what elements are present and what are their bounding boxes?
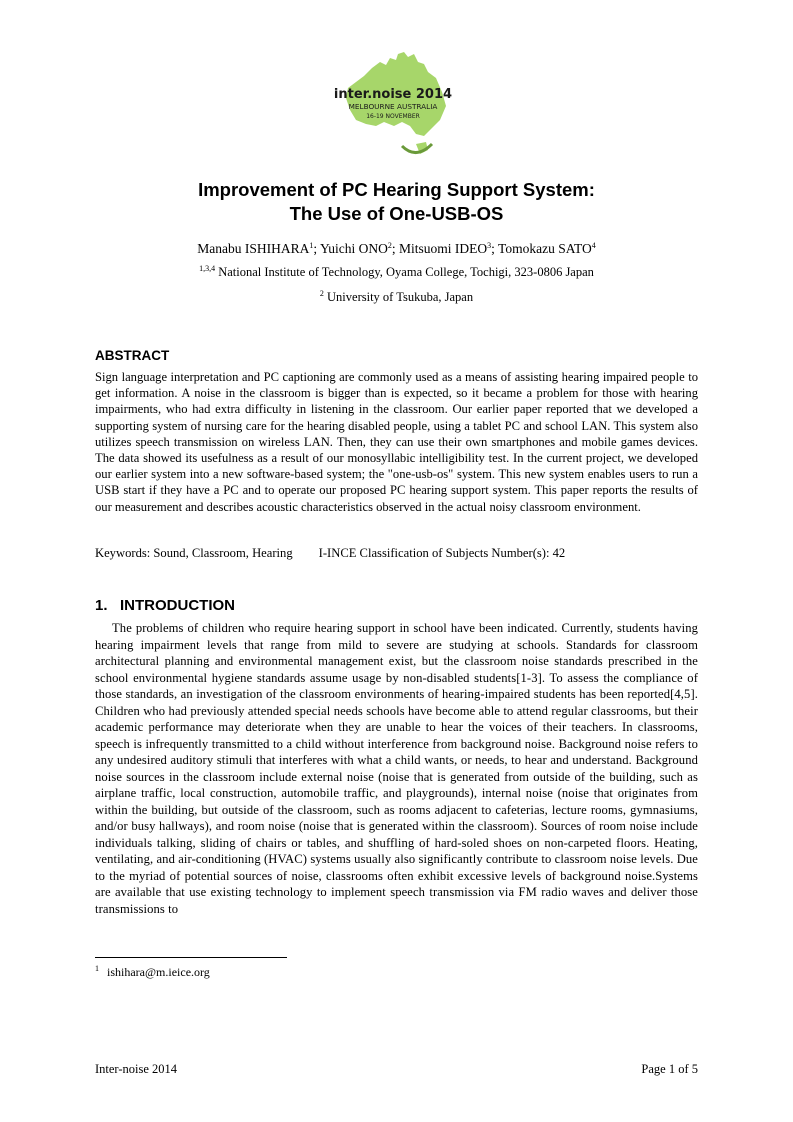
author-name: Manabu ISHIHARA xyxy=(197,241,310,256)
author-separator: ; xyxy=(491,241,499,256)
affiliation-text: National Institute of Technology, Oyama College, Tochigi, 323-0806 Japan xyxy=(215,265,594,279)
abstract-heading: ABSTRACT xyxy=(95,348,170,363)
introduction-heading: 1. INTRODUCTION xyxy=(95,597,236,614)
classification-text: I-INCE Classification of Subjects Number(s): 42 xyxy=(318,546,566,560)
keywords-line xyxy=(95,545,698,561)
footer-conference: Inter-noise 2014 xyxy=(95,1062,178,1076)
footnote-mark: 1 xyxy=(95,964,99,973)
footnote-divider xyxy=(95,957,287,958)
footer-page-number: Page 1 of 5 xyxy=(641,1062,698,1076)
author-affiliation-mark: 3 xyxy=(487,241,492,250)
keywords-text: Keywords: Sound, Classroom, Hearing xyxy=(95,546,293,560)
affiliation-mark: 2 xyxy=(319,289,324,298)
author-affiliation-mark: 4 xyxy=(591,241,596,250)
affiliation-1 xyxy=(96,264,697,280)
author-separator: ; xyxy=(391,241,400,256)
footnote-email[interactable]: ishihara@m.ieice.org xyxy=(107,965,210,979)
author-name: Tomokazu SATO xyxy=(498,241,592,256)
abstract-text: Sign language interpretation and PC captioning are commonly used as a means of assisting hearing impaired people to get information. A noise in the classroom is bigger than is expected, so it became a problem for those with hearing impairments, who had extra difficulty in listening in the classroom. Our earlier paper reported that we developed a supporting system of nursing care for the hearing disabled people, using a tablet PC and school LAN. This system also utilizes speech transmission on wireless LAN. Then, they can use their own smartphones and mobile games devices. The data showed its usefulness as a result of our monosyllabic intelligibility test. In the current project, we developed our earlier system into a new software-based system; the "one-usb-os" system. This new system enables users to run a USB start if they have a PC and to operate our proposed PC hearing support system. This paper reports the results of our measurement and describes acoustic characteristics observed in the actual noisy classroom environment. xyxy=(95,370,698,514)
logo-dates: 16-19 NOVEMBER xyxy=(366,113,420,120)
author-affiliation-mark: 2 xyxy=(387,241,392,250)
introduction-text: The problems of children who require hearing support in school have been indicated. Currently, students having hearing impairment levels that range from mild to severe are studying at schools. Standards for classroom architectural planning and environmental management exist, but the classroom noise standards prescribed in the school environmental hygiene standards assume usage by non-disabled students[1-3]. To assess the compliance of those standards, an investigation of the classroom environments of hearing-impaired students has been reported[4,5]. Children who had previously attended special needs schools have become able to attend regular classrooms, but their academic performance may deteriorate when they are unable to hear the voices of their teachers. In classrooms, speech is infrequently transmitted to a child without interference from background noise. Background noise refers to any undesired auditory stimuli that interferes with what a child wants, or needs, to hear and understand. Background noise sources in the classroom include external noise (noise that is generated from outside of the building, such as airplane traffic, local construction, automobile traffic, and playgrounds), internal noise (noise that originates from within the building, but outside of the classroom, such as rooms adjacent to cafeterias, lecture rooms, gymnasiums, and/or busy hallways), and room noise (noise that is generated within the classroom). Sources of room noise include individuals talking, sliding of chairs or tables, and shuffling of hard-soled shoes on non-carpeted floors. Heating, ventilating, and air-conditioning (HVAC) systems usually also significantly contribute to classroom noise levels. Due to the myriad of potential sources of noise, classrooms often exhibit excessive levels of background noise.Systems are available that use existing technology to implement speech transmission via FM radio waves and deliver those transmissions to xyxy=(95,621,698,916)
logo-name: inter.noise 2014 xyxy=(333,87,453,102)
author-list xyxy=(96,240,697,258)
affiliation-text: University of Tsukuba, Japan xyxy=(323,290,474,304)
australia-map-logo xyxy=(332,48,454,168)
paper-title-line-1: Improvement of PC Hearing Support System: xyxy=(198,179,595,200)
author-name: Mitsuomi IDEO xyxy=(399,241,488,256)
logo-location: MELBOURNE AUSTRALIA xyxy=(348,102,438,111)
footnote xyxy=(95,964,210,980)
conference-logo xyxy=(332,48,454,168)
paper-title-line-2: The Use of One-USB-OS xyxy=(289,203,504,224)
author-affiliation-mark: 1 xyxy=(309,241,314,250)
author-name: Yuichi ONO xyxy=(320,241,388,256)
affiliation-2 xyxy=(96,289,697,305)
affiliation-mark: 1,3,4 xyxy=(199,264,216,273)
author-separator: ; xyxy=(313,241,320,256)
